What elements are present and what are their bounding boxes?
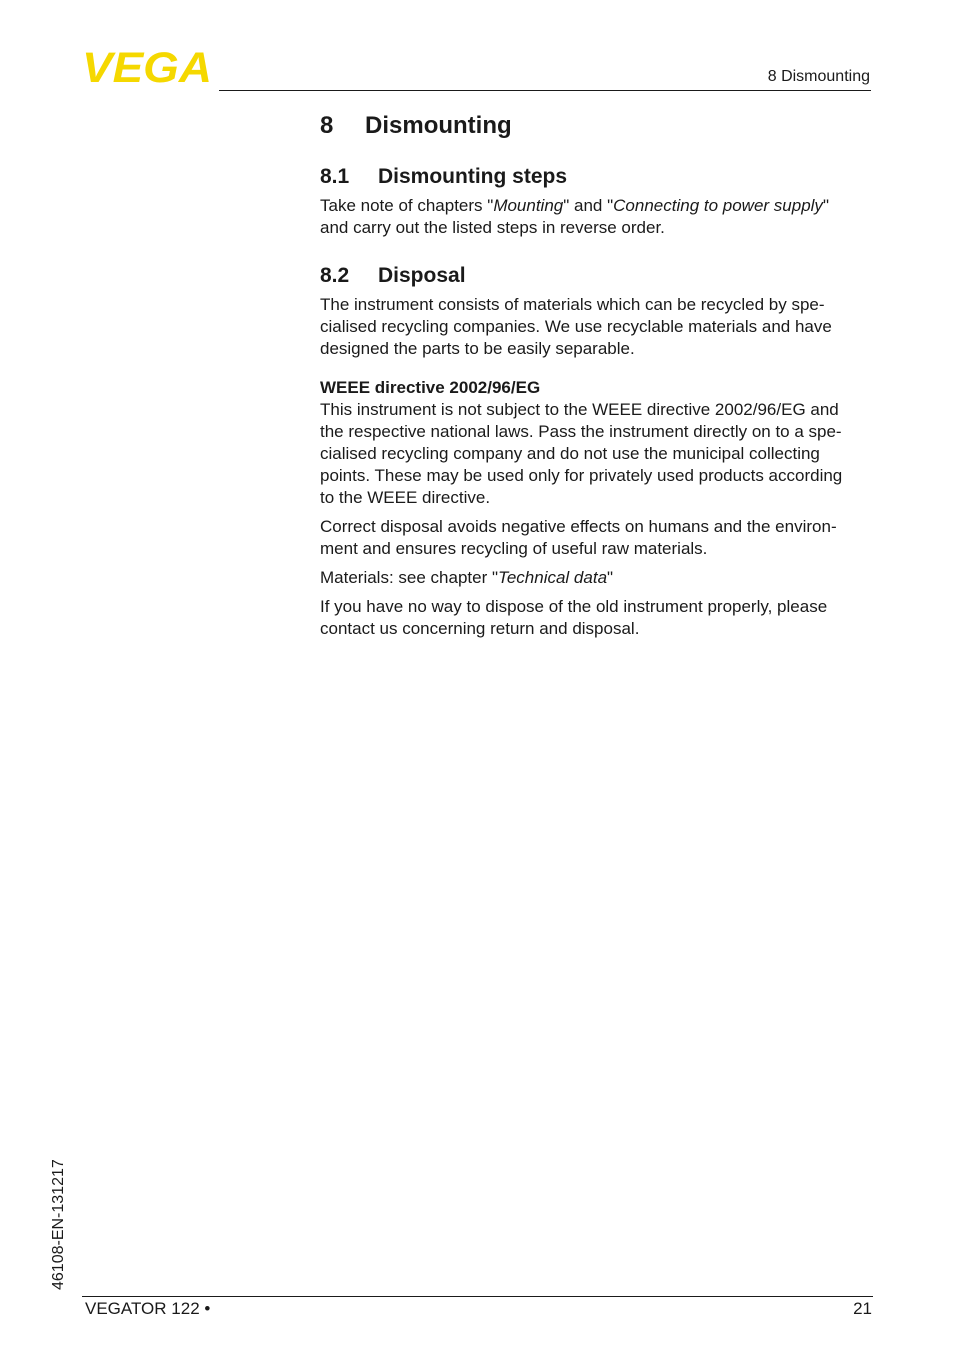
materials-paragraph (320, 567, 872, 589)
disposal-intro-paragraph (320, 294, 872, 360)
text-line: Correct disposal avoids negative effects on humans and the environ- (320, 517, 837, 536)
page-number: 21 (853, 1299, 872, 1318)
text-line: cialised recycling company and do not use the municipal collecting (320, 444, 820, 463)
section-8-1-heading (320, 162, 872, 192)
text-line: the respective national laws. Pass the instrument directly on to a spe- (320, 422, 842, 441)
text-line: points. These may be used only for privately used products according (320, 466, 843, 485)
text-run: " and " (563, 196, 614, 215)
header-rule (219, 90, 871, 91)
text-line: cialised recycling companies. We use recyclable materials and have (320, 317, 832, 336)
text-line: If you have no way to dispose of the old instrument properly, please (320, 597, 828, 616)
text-run: and carry out the listed steps in reverse order. (320, 218, 665, 237)
contact-paragraph (320, 596, 872, 640)
text-line: contact us concerning return and disposal. (320, 619, 640, 638)
section-8-1-number: 8.1 (320, 165, 350, 188)
section-8-2-title: Disposal (378, 264, 466, 287)
text-line: ment and ensures recycling of useful raw materials. (320, 539, 708, 558)
vega-logo (82, 50, 212, 84)
chapter-number: 8 (320, 112, 334, 139)
mounting-chapter-ref: Mounting (493, 196, 564, 215)
text-run: " (822, 196, 829, 215)
weee-paragraph (320, 399, 872, 509)
section-8-2-number: 8.2 (320, 264, 350, 287)
page-content (320, 108, 872, 640)
text-run: Materials: see chapter " (320, 568, 499, 587)
footer-product: VEGATOR 122 • (85, 1299, 211, 1318)
chapter-title: Dismounting (365, 112, 512, 139)
section-8-2-heading (320, 261, 872, 291)
text-line: designed the parts to be easily separable. (320, 339, 635, 358)
technical-data-chapter-ref: Technical data (498, 568, 608, 587)
footer-rule (82, 1296, 873, 1297)
running-header: 8 Dismounting (767, 68, 870, 85)
text-run: Take note of chapters " (320, 196, 494, 215)
power-supply-chapter-ref: Connecting to power supply (613, 196, 823, 215)
correct-disposal-paragraph (320, 516, 872, 560)
vega-logo-text: VEGA (82, 50, 212, 84)
chapter-heading (320, 108, 872, 144)
text-line: to the WEEE directive. (320, 488, 491, 507)
text-line: This instrument is not subject to the WEEE directive 2002/96/EG and (320, 400, 839, 419)
text-line: The instrument consists of materials which can be recycled by spe- (320, 295, 825, 314)
dismounting-steps-paragraph (320, 195, 872, 239)
weee-heading: WEEE directive 2002/96/EG (320, 378, 541, 397)
section-8-1-title: Dismounting steps (378, 165, 568, 188)
document-id: 46108-EN-131217 (50, 1159, 67, 1290)
text-run: " (607, 568, 614, 587)
